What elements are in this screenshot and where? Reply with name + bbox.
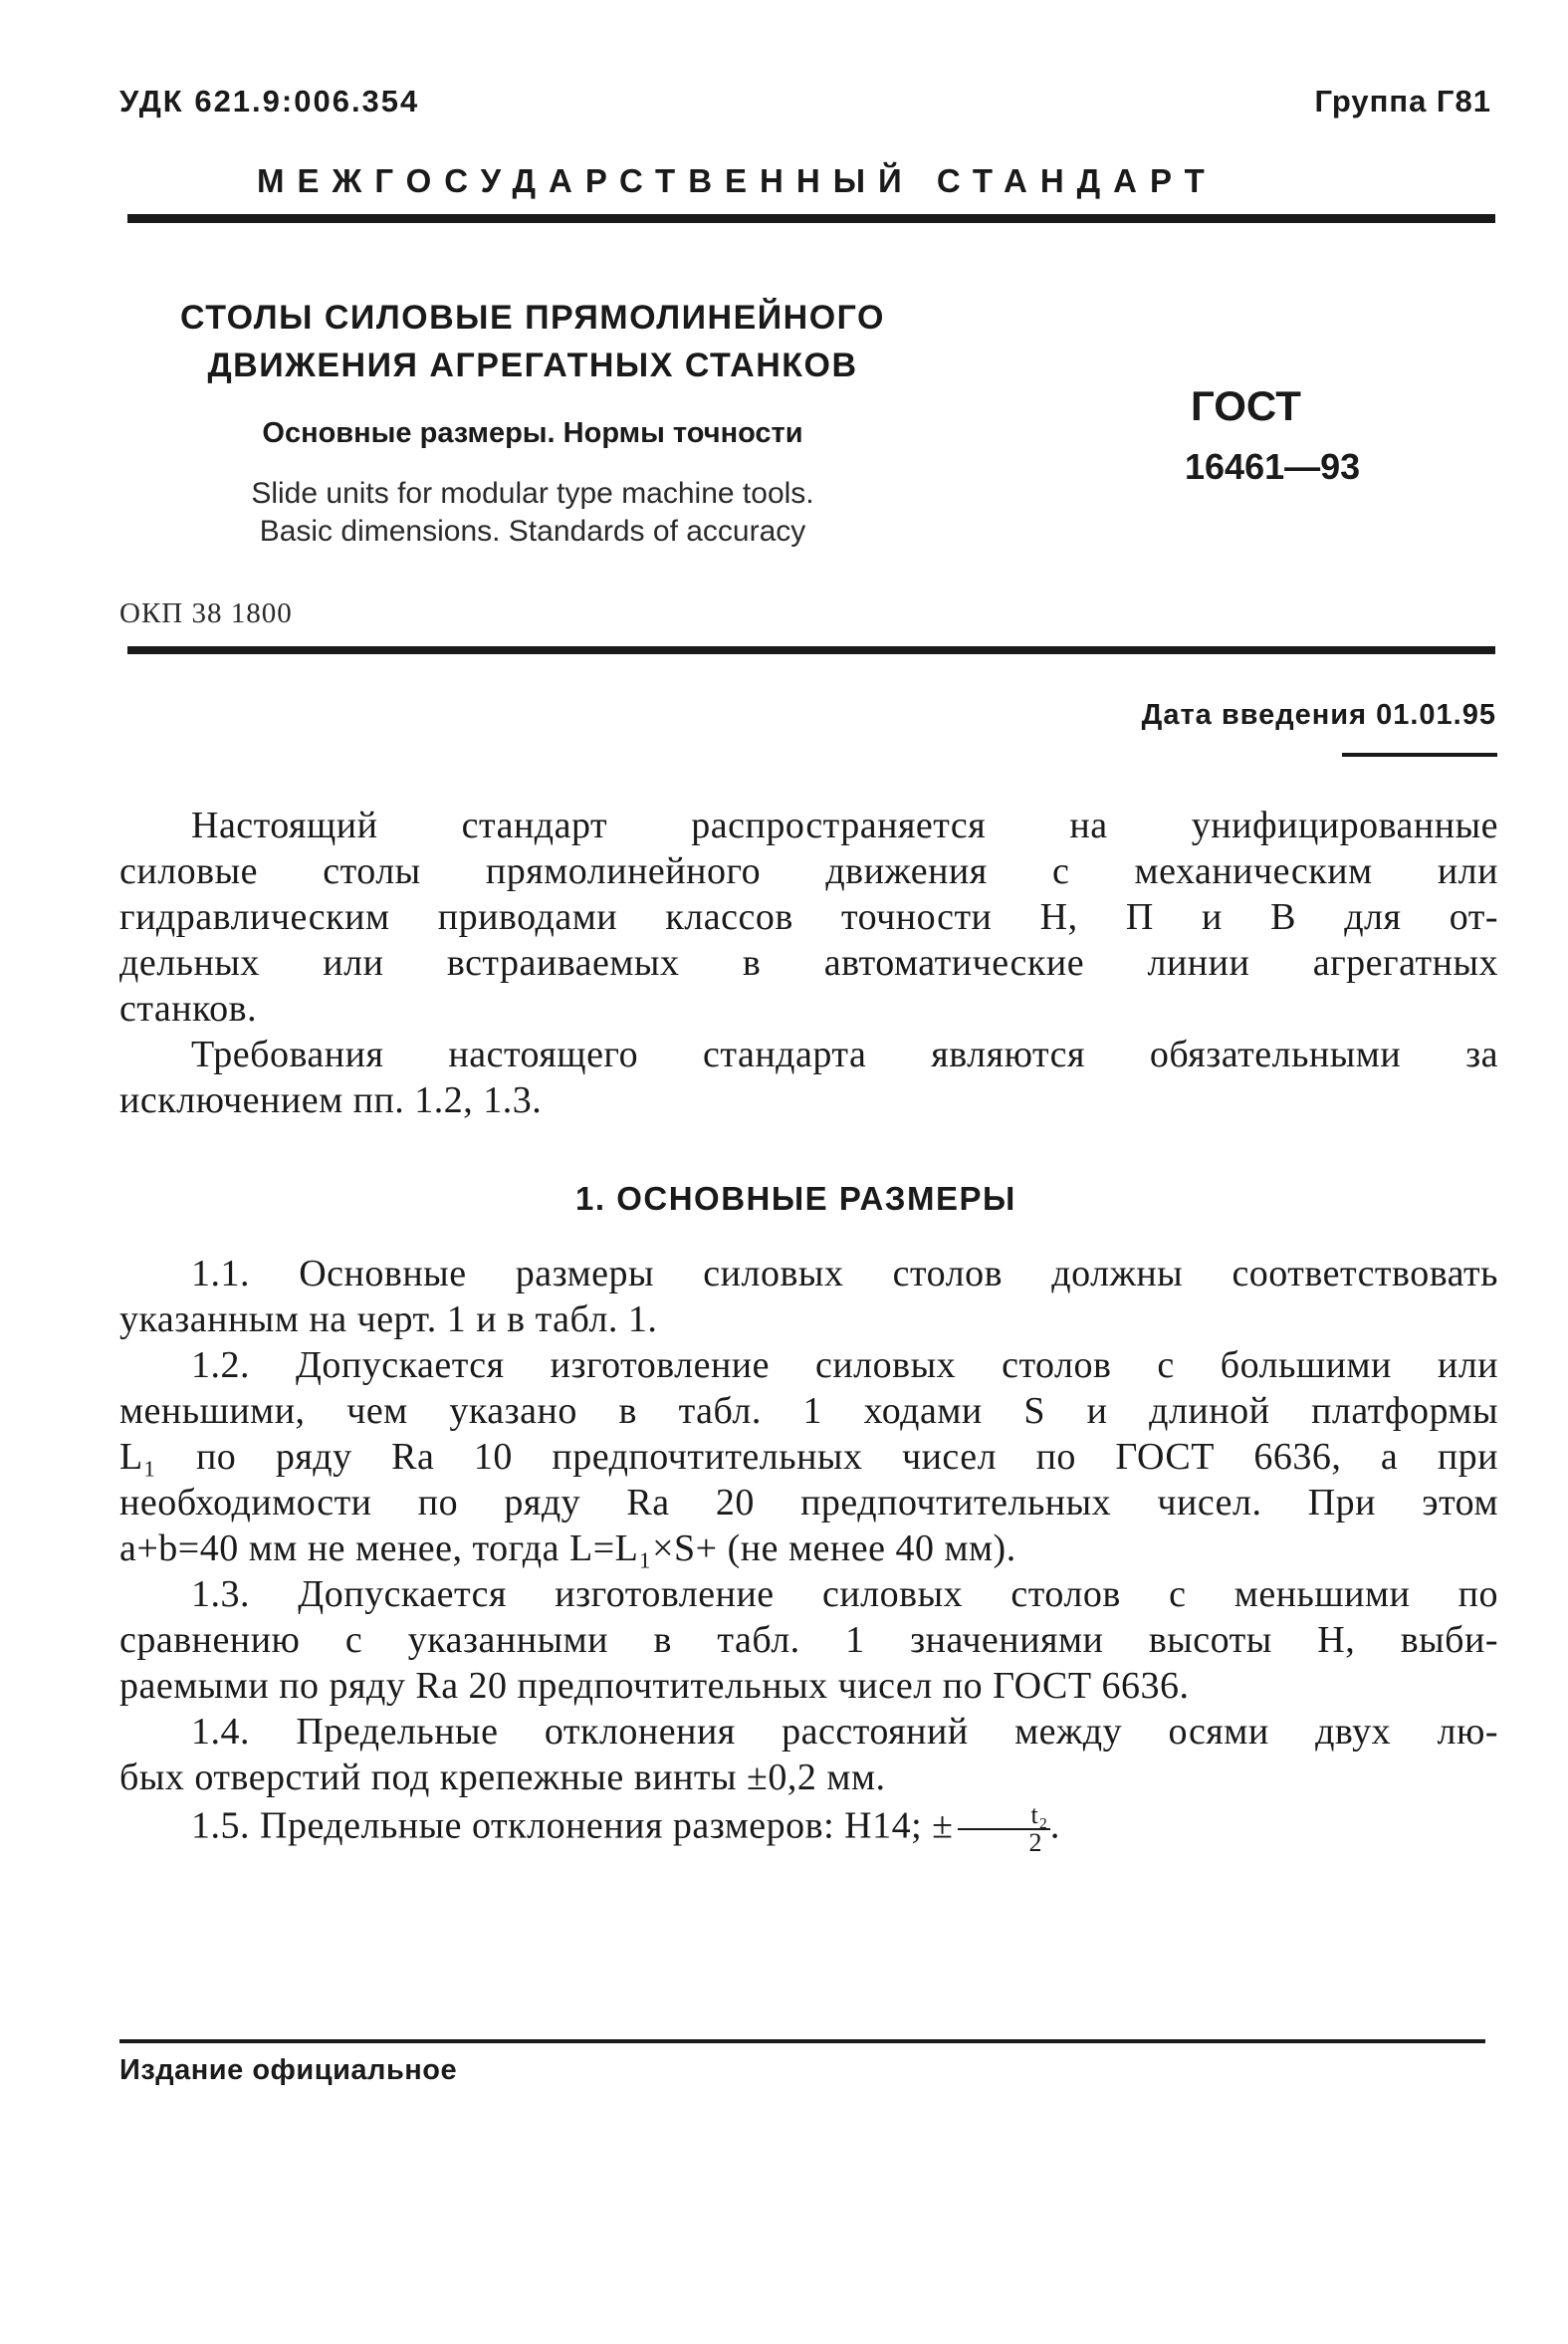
standard-type-heading: МЕЖГОСУДАРСТВЕННЫЙ СТАНДАРТ (257, 162, 1218, 199)
footer-rule (119, 2039, 1485, 2043)
title-block (149, 294, 916, 551)
text-line: Настоящий стандарт распространяется на унифицированные (191, 805, 1498, 846)
subtitle: Основные размеры. Нормы точности (262, 417, 803, 449)
clause-1-3 (119, 1571, 1498, 1709)
group-code: Группа Г81 (1314, 84, 1491, 118)
text-line: 1.2. Допускается изготовление силовых столов с большими или (191, 1344, 1498, 1386)
text-line: меньшими, чем указано в табл. 1 ходами S и длиной платформы (119, 1390, 1498, 1432)
clause-1-5 (119, 1802, 1498, 1856)
gost-number: 16461—93 (1185, 446, 1361, 487)
introduction-date: Дата введения 01.01.95 (1141, 699, 1496, 731)
top-rule (127, 214, 1495, 223)
english-title-line-2: Basic dimensions. Standards of accuracy (259, 515, 806, 548)
text-line: гидравлическим приводами классов точности Н, П и В для от- (119, 896, 1498, 938)
text-line: a+b=40 мм не менее, тогда L=L₁×S+ (не менее 40 мм). (119, 1527, 1016, 1569)
text-line: раемыми по ряду Ra 20 предпочтительных чисел по ГОСТ 6636. (119, 1665, 1190, 1707)
clause-1-2 (119, 1342, 1498, 1571)
text-line: силовые столы прямолинейного движения с механическим или (119, 850, 1498, 892)
clause-1-1 (119, 1251, 1498, 1342)
edition-label: Издание официальное (119, 2054, 458, 2086)
clause-1-5-end: . (1049, 1804, 1060, 1847)
text-line: необходимости по ряду Ra 20 предпочтительных чисел. При этом (119, 1482, 1498, 1524)
intro-paragraph-2 (119, 1032, 1498, 1123)
text-line: 1.1. Основные размеры силовых столов должны соответствовать (191, 1253, 1498, 1294)
title-line-1: СТОЛЫ СИЛОВЫЕ ПРЯМОЛИНЕЙНОГО (180, 299, 885, 337)
text-line: дельных или встраиваемых в автоматические линии агрегатных (119, 942, 1498, 984)
okp-code: ОКП 38 1800 (119, 597, 293, 629)
fraction-numerator: t₂ (958, 1802, 1050, 1830)
clause-1-4 (119, 1709, 1498, 1800)
fraction (958, 1802, 1050, 1856)
title-line-2: ДВИЖЕНИЯ АГРЕГАТНЫХ СТАНКОВ (207, 347, 858, 384)
text-line: L₁ по ряду Ra 10 предпочтительных чисел по ГОСТ 6636, а при (119, 1436, 1498, 1478)
text-line: станков. (119, 988, 258, 1030)
text-line: указанным на черт. 1 и в табл. 1. (119, 1298, 658, 1340)
gost-label: ГОСТ (1191, 382, 1301, 429)
udk-code: УДК 621.9:006.354 (119, 84, 420, 118)
date-underline (1342, 753, 1497, 757)
text-line: 1.3. Допускается изготовление силовых столов с меньшими по (191, 1573, 1498, 1615)
section-title: 1. ОСНОВНЫЕ РАЗМЕРЫ (575, 1180, 1016, 1217)
text-line: 1.4. Предельные отклонения расстояний между осями двух лю- (191, 1711, 1498, 1753)
fraction-denominator: 2 (1028, 1828, 1043, 1857)
text-line: исключением пп. 1.2, 1.3. (119, 1079, 543, 1121)
text-line: бых отверстий под крепежные винты ±0,2 мм. (119, 1757, 886, 1798)
header-bottom-rule (127, 646, 1495, 654)
intro-paragraph-1 (119, 803, 1498, 1032)
text-line (119, 1802, 1498, 1856)
text-line: Требования настоящего стандарта являются обязательными за (191, 1034, 1498, 1075)
english-title-line-1: Slide units for modular type machine tools. (251, 477, 814, 510)
clause-1-5-text: 1.5. Предельные отклонения размеров: H14; ± (191, 1804, 954, 1847)
english-title (149, 475, 916, 551)
text-line: сравнению с указанными в табл. 1 значениями высоты H, выби- (119, 1619, 1498, 1661)
